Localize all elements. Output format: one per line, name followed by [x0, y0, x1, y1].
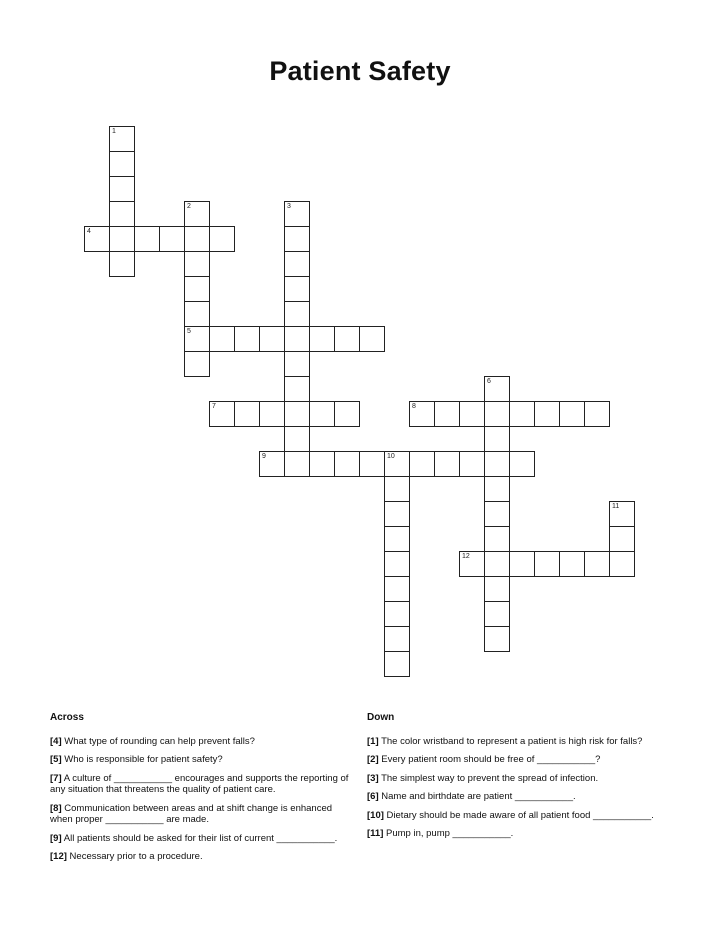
crossword-cell[interactable] [434, 401, 460, 427]
clue-down-11: [11] Pump in, pump ___________. [367, 828, 514, 839]
crossword-cell[interactable] [384, 651, 410, 677]
crossword-cell[interactable] [559, 551, 585, 577]
crossword-cell[interactable] [584, 551, 610, 577]
clue-number: 3 [287, 203, 291, 210]
clue-number: 9 [262, 453, 266, 460]
crossword-cell[interactable] [484, 401, 510, 427]
crossword-cell[interactable] [534, 551, 560, 577]
crossword-cell[interactable] [459, 401, 485, 427]
crossword-cell[interactable] [384, 626, 410, 652]
clue-number: 7 [212, 403, 216, 410]
crossword-cell[interactable] [284, 426, 310, 452]
crossword-cell[interactable] [509, 401, 535, 427]
crossword-cell[interactable] [109, 201, 135, 227]
clue-number: 11 [612, 503, 620, 510]
clue-across-4: [4] What type of rounding can help prevent falls? [50, 735, 255, 747]
crossword-cell[interactable] [184, 226, 210, 252]
clue-number: 2 [187, 203, 191, 210]
crossword-cell[interactable] [284, 351, 310, 377]
crossword-cell[interactable] [284, 451, 310, 477]
page-title: Patient Safety [269, 56, 451, 86]
crossword-cell[interactable] [484, 476, 510, 502]
crossword-cell[interactable] [584, 401, 610, 427]
crossword-cell[interactable] [334, 401, 360, 427]
crossword-cell[interactable] [184, 276, 210, 302]
clue-number: 1 [112, 128, 116, 135]
crossword-cell[interactable] [134, 226, 160, 252]
crossword-cell[interactable] [609, 551, 635, 577]
crossword-cell[interactable] [609, 526, 635, 552]
crossword-cell[interactable] [109, 151, 135, 177]
crossword-cell[interactable] [259, 401, 285, 427]
crossword-cell[interactable] [184, 326, 210, 352]
crossword-cell[interactable] [234, 401, 260, 427]
crossword-cell[interactable] [284, 301, 310, 327]
crossword-cell[interactable] [484, 601, 510, 627]
clue-across-7: [7] A culture of ___________ encourages and supports the reporting of any situation that threatens the quality of patient care. [50, 772, 349, 795]
crossword-cell[interactable] [384, 476, 410, 502]
crossword-cell[interactable] [284, 226, 310, 252]
clue-down-3: [3] The simplest way to prevent the spread of infection. [367, 772, 599, 784]
crossword-cell[interactable] [384, 576, 410, 602]
crossword-cell[interactable] [434, 451, 460, 477]
crossword-cell[interactable] [209, 226, 235, 252]
crossword-cell[interactable] [309, 326, 335, 352]
crossword-cell[interactable] [384, 551, 410, 577]
crossword-cell[interactable] [384, 451, 410, 477]
crossword-cell[interactable] [184, 201, 210, 227]
crossword-cell[interactable] [459, 551, 485, 577]
clue-number: 5 [187, 328, 191, 335]
crossword-cell[interactable] [509, 551, 535, 577]
clue-number: 6 [487, 378, 491, 385]
across-heading: Across [50, 712, 84, 723]
crossword-cell[interactable] [484, 626, 510, 652]
crossword-cell[interactable] [334, 451, 360, 477]
crossword-cell[interactable] [409, 451, 435, 477]
crossword-cell[interactable] [209, 326, 235, 352]
crossword-cell[interactable] [284, 201, 310, 227]
crossword-cell[interactable] [109, 251, 135, 277]
crossword-cell[interactable] [484, 426, 510, 452]
clue-down-1: [1] The color wristband to represent a patient is high risk for falls? [367, 735, 643, 747]
crossword-cell[interactable] [609, 501, 635, 527]
clue-number: 10 [387, 453, 395, 460]
clue-down-6: [6] Name and birthdate are patient ___________. [367, 791, 576, 802]
crossword-cell[interactable] [484, 526, 510, 552]
crossword-cell[interactable] [509, 451, 535, 477]
crossword-cell[interactable] [284, 276, 310, 302]
crossword-cell[interactable] [184, 251, 210, 277]
crossword-cell[interactable] [109, 176, 135, 202]
crossword-cell[interactable] [284, 401, 310, 427]
clue-across-12: [12] Necessary prior to a procedure. [50, 851, 203, 862]
crossword-cell[interactable] [259, 326, 285, 352]
clue-across-9: [9] All patients should be asked for their list of current ___________. [50, 832, 338, 844]
crossword-cell[interactable] [309, 401, 335, 427]
crossword-cell[interactable] [384, 526, 410, 552]
clue-across-8: [8] Communication between areas and at shift change is enhanced when proper ___________ are made. [50, 802, 333, 825]
crossword-cell[interactable] [359, 451, 385, 477]
crossword-cell[interactable] [109, 126, 135, 152]
crossword-cell[interactable] [234, 326, 260, 352]
crossword-cell[interactable] [534, 401, 560, 427]
crossword-cell[interactable] [259, 451, 285, 477]
crossword-cell[interactable] [484, 551, 510, 577]
crossword-cell[interactable] [334, 326, 360, 352]
crossword-cell[interactable] [109, 226, 135, 252]
crossword-cell[interactable] [359, 326, 385, 352]
crossword-cell[interactable] [284, 376, 310, 402]
crossword-cell[interactable] [384, 601, 410, 627]
clue-number: 12 [462, 553, 470, 560]
crossword-cell[interactable] [84, 226, 110, 252]
crossword-cell[interactable] [159, 226, 185, 252]
clue-number: 8 [412, 403, 416, 410]
down-clues [367, 712, 667, 847]
crossword-cell[interactable] [184, 351, 210, 377]
clue-down-2: [2] Every patient room should be free of ___________? [367, 754, 601, 765]
crossword-cell[interactable] [409, 401, 435, 427]
crossword-cell[interactable] [484, 451, 510, 477]
crossword-cell[interactable] [184, 301, 210, 327]
crossword-cell[interactable] [484, 501, 510, 527]
crossword-cell[interactable] [384, 501, 410, 527]
across-clues [50, 712, 350, 870]
crossword-cell[interactable] [284, 251, 310, 277]
crossword-cell[interactable] [209, 401, 235, 427]
crossword-cell[interactable] [484, 376, 510, 402]
crossword-cell[interactable] [284, 326, 310, 352]
clue-across-5: [5] Who is responsible for patient safety? [50, 754, 223, 765]
crossword-cell[interactable] [309, 451, 335, 477]
down-heading: Down [367, 712, 395, 723]
crossword-cell[interactable] [459, 451, 485, 477]
clue-down-10: [10] Dietary should be made aware of all patient food ___________. [367, 809, 654, 821]
crossword-cell[interactable] [559, 401, 585, 427]
crossword-cell[interactable] [484, 576, 510, 602]
clue-number: 4 [87, 228, 91, 235]
